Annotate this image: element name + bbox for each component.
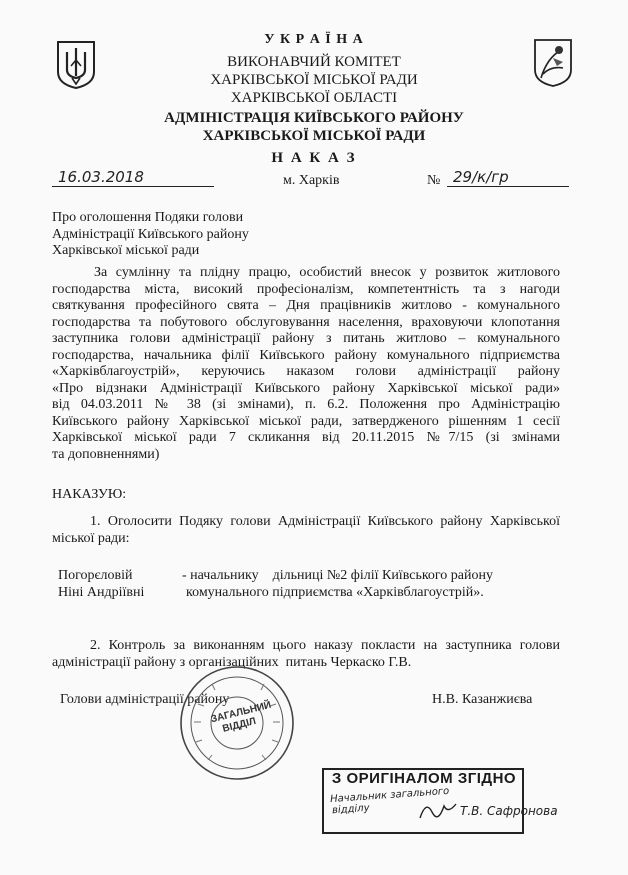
seal-text: ЗАГАЛЬНИЙ ВІДДІЛ xyxy=(209,699,273,735)
preamble-line: заступника голови адміністрації району з питань житлово – комунального xyxy=(52,331,560,346)
admin-line-1: АДМІНІСТРАЦІЯ КИЇВСЬКОГО РАЙОНУ xyxy=(164,110,464,126)
document-type: Н А К А З xyxy=(271,150,357,166)
preamble-line: господарства та побутового обслуговування населення, враховуючи клопотання xyxy=(52,314,560,330)
number-sign: № xyxy=(427,173,441,188)
item-2-line: 2. Контроль за виконанням цього наказу покласти на заступника голови xyxy=(90,638,560,653)
preamble-line: господарства міста, високий професіоналізм, компетентність та з нагоди xyxy=(52,281,560,297)
date-field xyxy=(52,168,214,187)
place: м. Харків xyxy=(283,173,340,188)
stamp-handwritten-3: Т.В. Сафронова xyxy=(460,804,558,818)
signatory-title: Голови адміністрації району xyxy=(60,692,230,707)
preamble xyxy=(52,265,560,463)
org-line-1: ВИКОНАВЧИЙ КОМІТЕТ xyxy=(227,54,401,70)
awardee-name xyxy=(58,568,188,601)
preamble-line: Харківської міської ради 7 скликання від 20.11.2015 №7/15 (зі змінами xyxy=(52,430,560,445)
number-value: 29/к/гр xyxy=(453,168,509,186)
number-field xyxy=(447,168,569,187)
org-line-2: ХАРКІВСЬКОЇ МІСЬКОЇ РАДИ xyxy=(210,72,418,88)
awardee-position-line: - начальнику дільниці №2 філії Київського району xyxy=(182,568,494,583)
preamble-line: Київського району Харківської міської ради, затвердженого рішенням 1 сесії xyxy=(52,413,560,429)
stamp-handwritten-2: відділу xyxy=(331,802,370,817)
country-title: У К Р А Ї Н А xyxy=(264,32,364,47)
item-2-line: адміністрації району з організаційних питань Черкаско Г.В. xyxy=(52,654,412,670)
stamp-handwritten-1: Начальник загального xyxy=(329,785,450,806)
preamble-line: «Про відзнаки Адміністрації Київського району Харківської міської ради» xyxy=(52,380,560,396)
preamble-line: від 04.03.2011 № 38 (зі змінами), п. 6.2. Положення про Адміністрацію xyxy=(52,397,560,412)
awardee-position xyxy=(182,568,562,601)
order-word: НАКАЗУЮ: xyxy=(52,487,127,502)
preamble-line: та доповненнями) xyxy=(52,446,160,462)
awardee-name-line: Ніні Андріївні xyxy=(58,584,145,600)
item-1-line: 1. Оголосити Подяку голови Адміністрації Київського району Харківської xyxy=(90,514,560,529)
preamble-line: господарства, начальника філії Київського району комунального підприємства xyxy=(52,347,560,363)
preamble-line: «Харківблагоустрій», керуючись наказом голови адміністрації району xyxy=(52,364,560,379)
item-1 xyxy=(52,514,560,547)
admin-line-2: ХАРКІВСЬКОЇ МІСЬКОЇ РАДИ xyxy=(202,128,426,144)
stamp-title: З ОРИГІНАЛОМ ЗГІДНО xyxy=(331,770,517,787)
date-value: 16.03.2018 xyxy=(58,168,144,186)
org-line-3: ХАРКІВСЬКОЇ ОБЛАСТІ xyxy=(230,90,398,106)
awardee-position-line: комунального підприємства «Харківблагоустрій». xyxy=(186,584,484,600)
subject xyxy=(52,210,352,260)
subject-line: Про оголошення Подяки голови xyxy=(52,210,244,225)
item-2 xyxy=(52,638,560,671)
subject-line: Харківської міської ради xyxy=(52,243,200,258)
preamble-line: святкування професійного свята – Дня працівників житлово - комунального xyxy=(52,298,560,313)
certified-copy-stamp xyxy=(322,768,576,834)
handwritten-signature xyxy=(418,798,458,822)
awardee-name-line: Погорєловій xyxy=(58,568,133,583)
item-1-line: міської ради: xyxy=(52,530,130,546)
subject-line: Адміністрації Київського району xyxy=(52,226,249,242)
preamble-line: За сумлінну та плідну працю, особистий внесок у розвиток житлового xyxy=(94,265,560,280)
signatory-name: Н.В. Казанжиєва xyxy=(432,692,533,707)
official-seal xyxy=(178,664,296,782)
